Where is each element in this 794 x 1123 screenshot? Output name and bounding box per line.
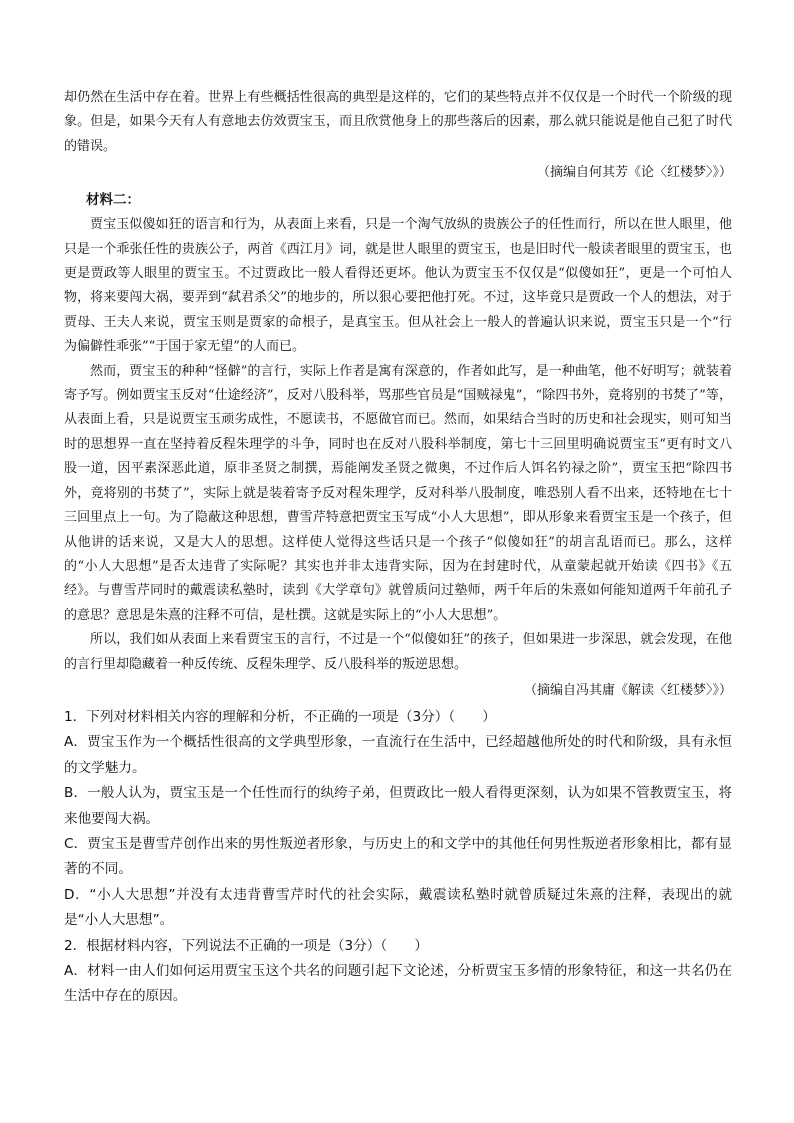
question-1-option-b[interactable]: B．一般人认为，贾宝玉是一个任性而行的纨绔子弟，但贾政比一般人看得更深刻，认为如果不管教贾宝玉，将来他要闯大祸。: [64, 785, 732, 827]
exam-page: [64, 86, 732, 1010]
material-two-paragraph-2: 然而，贾宝玉的种种“怪僻”的言行，实际上作者是寓有深意的，作者如此写，是一种曲笔，他不好明写；就装着寄予写。例如贾宝玉反对“仕途经济”，反对八股科举，骂那些官员是“国贼禄鬼”，“除四书外，竟将别的书焚了”等，从表面上看，只是说贾宝玉顽劣成性，不愿读书，不愿做官而已。然而，如果结合当时的历史和社会现实，则可知当时的思想界一直在坚持着反程朱理学的斗争，同时也在反对八股科举制度，第七十三回里明确说贾宝玉“更有时文八股一道，因平素深恶此道，原非圣贤之制撰，焉能阐发圣贤之微奥，不过作后人饵名钓禄之阶”，贾宝玉把“除四书外，竟将别的书焚了”，实际上就是装着寄予反对程朱理学，反对科举八股制度，唯恐别人看不出来，还特地在七十三回里点上一句。为了隐蔽这种思想，曹雪芹特意把贾宝玉写成“小人大思想”，即从形象来看贾宝玉是一个孩子，但从他讲的话来说，又是大人的思想。这样使人觉得这些话只是一个孩子“似傻如狂”的胡言乱语而已。那么，这样的“小人大思想”是否太违背了实际呢？其实也并非太违背实际，因为在封建时代，从童蒙起就开始读《四书》《五经》。与曹雪芹同时的戴震读私塾时，读到《大学章句》就曾质问过塾师，两千年后的朱熹如何能知道两千年前孔子的意思？意思是朱熹的注释不可信，是杜撰。这就是实际上的“小人大思想”。: [64, 363, 732, 623]
passage-continuation: 却仍然在生活中存在着。世界上有些概括性很高的典型是这样的，它们的某些特点并不仅仅是一个时代一个阶级的现象。但是，如果今天有人有意地去仿效贾宝玉，而且欣赏他身上的那些落后的因素，那么就只能说是他自己犯了时代的错误。: [64, 90, 732, 154]
question-2-stem: 2．根据材料内容，下列说法不正确的一项是（3分）（ ）: [64, 937, 428, 954]
material-two-heading: 材料二：: [86, 192, 140, 209]
question-1-stem: 1．下列对材料相关内容的理解和分析，不正确的一项是（3分）（ ）: [64, 708, 496, 725]
question-2-option-a[interactable]: A．材料一由人们如何运用贾宝玉这个共名的问题引起下文论述，分析贾宝玉多情的形象特征，和这一共名仍在生活中存在的原因。: [64, 963, 732, 1005]
question-1-option-d[interactable]: D．“小人大思想”并没有太违背曹雪芹时代的社会实际，戴震读私塾时就曾质疑过朱熹的注释，表现出的就是“小人大思想”。: [64, 886, 732, 929]
material-two-paragraph-1: 贾宝玉似傻如狂的语言和行为，从表面上来看，只是一个淘气放纵的贵族公子的任性而行，所以在世人眼里，他只是一个乖张任性的贵族公子，两首《西江月》词，就是世人眼里的贾宝玉，也是旧时代一般读者眼里的贾宝玉，也更是贾政等人眼里的贾宝玉。不过贾政比一般人看得还更坏。他认为贾宝玉不仅仅是“似傻如狂”，更是一个可怕人物，将来要闯大祸，要弄到“弑君杀父”的地步的，所以狠心要把他打死。不过，这毕竟只是贾政一个人的想法，对于贾母、王夫人来说，贾宝玉则是贾家的命根子，是真宝玉。但从社会上一般人的普遍认识来说，贾宝玉只是一个“行为偏僻性乖张”“于国于家无望”的人而已。: [64, 217, 732, 355]
source-citation-1: （摘编自何其芳《论〈红楼梦〉》）: [536, 165, 732, 181]
material-two-paragraph-3: 所以，我们如从表面上来看贾宝玉的言行，不过是一个“似傻如狂”的孩子，但如果进一步深思，就会发现，在他的言行里却隐藏着一种反传统、反程朱理学、反八股科举的叛逆思想。: [64, 632, 732, 672]
question-1-option-a[interactable]: A．贾宝玉作为一个概括性很高的文学典型形象，一直流行在生活中，已经超越他所处的时代和阶级，具有永恒的文学魅力。: [64, 734, 732, 776]
source-citation-2: （摘编自冯其庸《解读〈红楼梦〉》）: [523, 682, 732, 698]
question-1-option-c[interactable]: C．贾宝玉是曹雪芹创作出来的男性叛逆者形象，与历史上的和文学中的其他任何男性叛逆者形象相比，都有显著的不同。: [64, 835, 732, 878]
